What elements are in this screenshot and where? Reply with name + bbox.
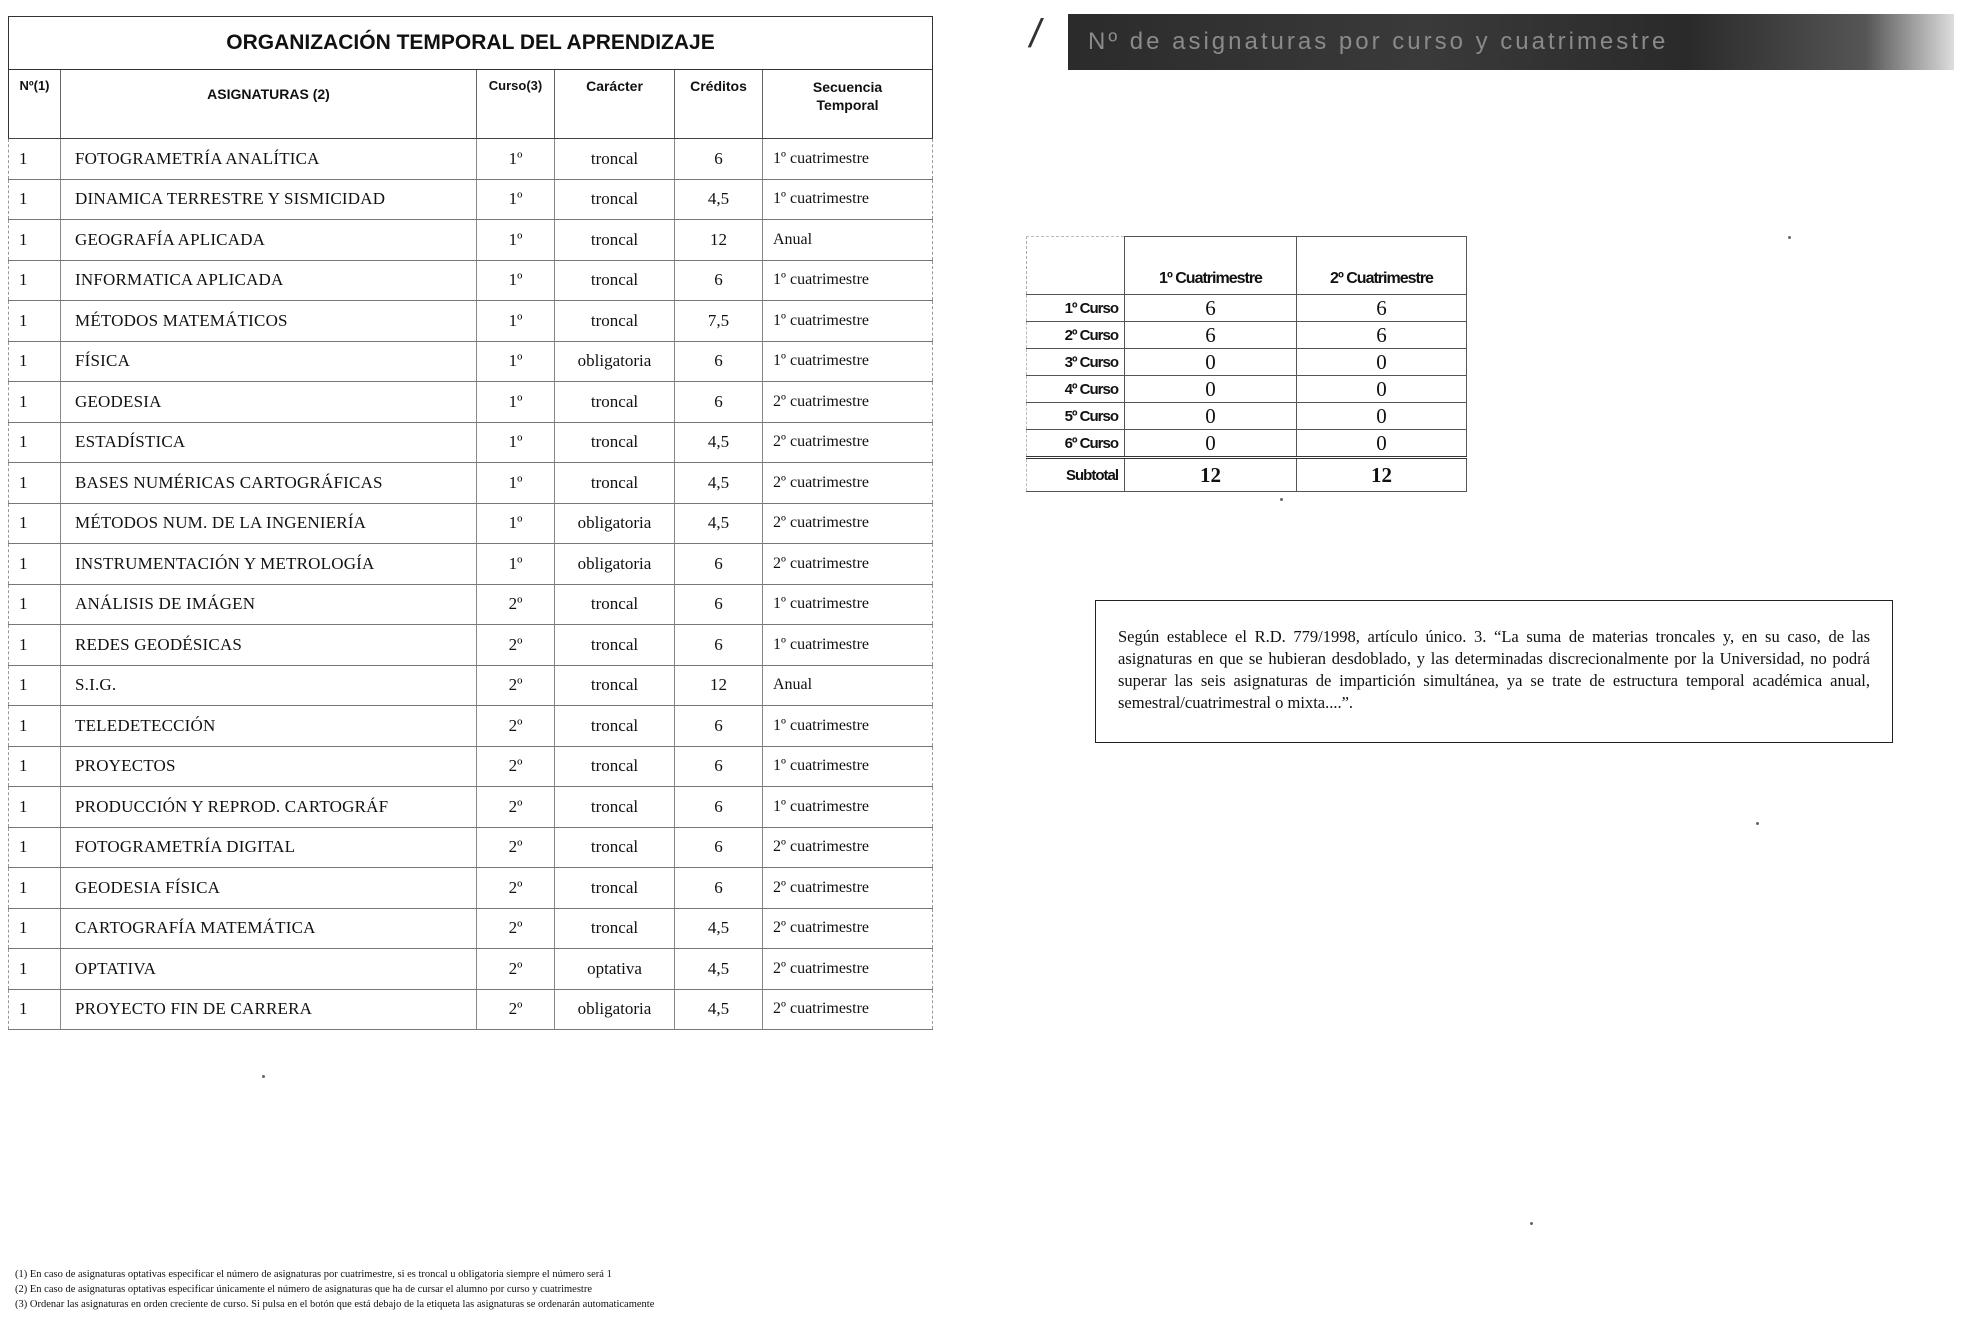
cell-caracter: obligatoria bbox=[555, 341, 675, 382]
cell-caracter: troncal bbox=[555, 301, 675, 342]
summary-cell-cuatri-1: 0 bbox=[1125, 403, 1297, 430]
cell-num: 1 bbox=[9, 179, 61, 220]
table-row bbox=[9, 220, 933, 261]
col-header-creditos: Créditos bbox=[675, 70, 763, 139]
cell-secuencia: 2º cuatrimestre bbox=[763, 989, 933, 1030]
section-header-text: Nº de asignaturas por curso y cuatrimestre bbox=[1088, 28, 1669, 55]
cell-curso: 1º bbox=[477, 422, 555, 463]
cell-caracter: troncal bbox=[555, 706, 675, 747]
table-row bbox=[9, 868, 933, 909]
summary-cell-cuatri-2: 0 bbox=[1297, 376, 1467, 403]
cell-secuencia: 1º cuatrimestre bbox=[763, 341, 933, 382]
cell-secuencia: 2º cuatrimestre bbox=[763, 503, 933, 544]
cell-subject-name: PROYECTO FIN DE CARRERA bbox=[61, 989, 477, 1030]
cell-curso: 2º bbox=[477, 787, 555, 828]
slash-mark: / bbox=[1026, 12, 1046, 56]
cell-num: 1 bbox=[9, 301, 61, 342]
cell-num: 1 bbox=[9, 665, 61, 706]
cell-subject-name: OPTATIVA bbox=[61, 949, 477, 990]
summary-col-header-1: 1º Cuatrimestre bbox=[1125, 237, 1297, 295]
cell-num: 1 bbox=[9, 503, 61, 544]
cell-caracter: troncal bbox=[555, 382, 675, 423]
footnote-1: (1) En caso de asignaturas optativas especificar el número de asignaturas por cuatrimestre, si es troncal u obligatoria siempre el número será 1 bbox=[15, 1269, 612, 1280]
cell-subject-name: ESTADÍSTICA bbox=[61, 422, 477, 463]
summary-cell-cuatri-1: 0 bbox=[1125, 376, 1297, 403]
cell-creditos: 4,5 bbox=[675, 422, 763, 463]
cell-curso: 2º bbox=[477, 665, 555, 706]
cell-num: 1 bbox=[9, 382, 61, 423]
cell-creditos: 4,5 bbox=[675, 989, 763, 1030]
table-header-row bbox=[9, 70, 933, 139]
cell-caracter: troncal bbox=[555, 422, 675, 463]
cell-secuencia: 1º cuatrimestre bbox=[763, 625, 933, 666]
cell-num: 1 bbox=[9, 341, 61, 382]
cell-num: 1 bbox=[9, 746, 61, 787]
cell-subject-name: GEODESIA bbox=[61, 382, 477, 423]
cell-creditos: 4,5 bbox=[675, 463, 763, 504]
cell-caracter: troncal bbox=[555, 827, 675, 868]
cell-secuencia: Anual bbox=[763, 665, 933, 706]
cell-num: 1 bbox=[9, 625, 61, 666]
summary-cell-cuatri-2: 6 bbox=[1297, 322, 1467, 349]
cell-num: 1 bbox=[9, 260, 61, 301]
table-row bbox=[9, 827, 933, 868]
cell-curso: 1º bbox=[477, 220, 555, 261]
summary-row bbox=[1027, 403, 1467, 430]
col-header-caracter: Carácter bbox=[555, 70, 675, 139]
cell-subject-name: CARTOGRAFÍA MATEMÁTICA bbox=[61, 908, 477, 949]
summary-cell-cuatri-2: 0 bbox=[1297, 403, 1467, 430]
cell-caracter: troncal bbox=[555, 220, 675, 261]
cell-secuencia: 2º cuatrimestre bbox=[763, 382, 933, 423]
summary-cell-cuatri-1: 0 bbox=[1125, 430, 1297, 458]
table-row bbox=[9, 665, 933, 706]
cell-secuencia: 2º cuatrimestre bbox=[763, 463, 933, 504]
col-header-num: Nº(1) bbox=[9, 70, 61, 139]
cell-secuencia: 1º cuatrimestre bbox=[763, 706, 933, 747]
cell-subject-name: MÉTODOS MATEMÁTICOS bbox=[61, 301, 477, 342]
cell-num: 1 bbox=[9, 949, 61, 990]
cell-creditos: 6 bbox=[675, 139, 763, 180]
cell-num: 1 bbox=[9, 220, 61, 261]
cell-subject-name: FOTOGRAMETRÍA DIGITAL bbox=[61, 827, 477, 868]
cell-creditos: 12 bbox=[675, 665, 763, 706]
cell-num: 1 bbox=[9, 787, 61, 828]
cell-secuencia: 1º cuatrimestre bbox=[763, 139, 933, 180]
cell-subject-name: GEOGRAFÍA APLICADA bbox=[61, 220, 477, 261]
cell-creditos: 4,5 bbox=[675, 503, 763, 544]
table-row bbox=[9, 706, 933, 747]
cell-num: 1 bbox=[9, 706, 61, 747]
cell-secuencia: 2º cuatrimestre bbox=[763, 544, 933, 585]
summary-subtotal-row bbox=[1027, 458, 1467, 492]
cell-creditos: 7,5 bbox=[675, 301, 763, 342]
table-row bbox=[9, 301, 933, 342]
cell-secuencia: 2º cuatrimestre bbox=[763, 827, 933, 868]
cell-curso: 1º bbox=[477, 179, 555, 220]
cell-num: 1 bbox=[9, 827, 61, 868]
table-row bbox=[9, 503, 933, 544]
table-row bbox=[9, 544, 933, 585]
regulation-note bbox=[1095, 600, 1893, 743]
table-row bbox=[9, 584, 933, 625]
cell-num: 1 bbox=[9, 584, 61, 625]
footnotes bbox=[15, 1267, 915, 1312]
cell-creditos: 6 bbox=[675, 584, 763, 625]
table-row bbox=[9, 908, 933, 949]
cell-subject-name: FOTOGRAMETRÍA ANALÍTICA bbox=[61, 139, 477, 180]
cell-creditos: 6 bbox=[675, 827, 763, 868]
cell-secuencia: 2º cuatrimestre bbox=[763, 868, 933, 909]
regulation-note-text: Según establece el R.D. 779/1998, artículo único. 3. “La suma de materias troncales y, en su caso, de las asignaturas en que se hubieran desdoblado, y las determinadas discrecionalmente por la Universidad, no podrá superar las seis asignaturas de impartición simultánea, ya se trate de estructura temporal académica anual, semestral/cuatrimestral o mixta....”. bbox=[1118, 627, 1870, 712]
scan-speck bbox=[1530, 1222, 1533, 1225]
cell-secuencia: 2º cuatrimestre bbox=[763, 422, 933, 463]
cell-num: 1 bbox=[9, 989, 61, 1030]
summary-row bbox=[1027, 295, 1467, 322]
cell-caracter: obligatoria bbox=[555, 544, 675, 585]
learning-organization-table bbox=[8, 16, 933, 1030]
table-row bbox=[9, 341, 933, 382]
summary-row bbox=[1027, 322, 1467, 349]
table-row bbox=[9, 787, 933, 828]
table-row bbox=[9, 625, 933, 666]
summary-cell-cuatri-2: 0 bbox=[1297, 349, 1467, 376]
cell-curso: 2º bbox=[477, 949, 555, 990]
cell-subject-name: ANÁLISIS DE IMÁGEN bbox=[61, 584, 477, 625]
cell-caracter: troncal bbox=[555, 584, 675, 625]
cell-curso: 1º bbox=[477, 463, 555, 504]
summary-cell-cuatri-1: 0 bbox=[1125, 349, 1297, 376]
table-title: ORGANIZACIÓN TEMPORAL DEL APRENDIZAJE bbox=[9, 17, 933, 70]
footnote-3: (3) Ordenar las asignaturas en orden creciente de curso. Si pulsa en el botón que está debajo de la etiqueta las asignaturas se ordenarán automaticamente bbox=[15, 1299, 655, 1310]
cell-curso: 2º bbox=[477, 827, 555, 868]
summary-row-label: 4º Curso bbox=[1027, 376, 1125, 403]
cell-secuencia: 1º cuatrimestre bbox=[763, 584, 933, 625]
footnote-2: (2) En caso de asignaturas optativas especificar únicamente el número de asignaturas que ha de cursar el alumno por curso y cuatrimestre bbox=[15, 1284, 592, 1295]
cell-curso: 1º bbox=[477, 503, 555, 544]
cell-curso: 1º bbox=[477, 139, 555, 180]
cell-curso: 2º bbox=[477, 706, 555, 747]
summary-row-label: 1º Curso bbox=[1027, 295, 1125, 322]
cell-curso: 1º bbox=[477, 341, 555, 382]
cell-subject-name: TELEDETECCIÓN bbox=[61, 706, 477, 747]
cell-caracter: troncal bbox=[555, 139, 675, 180]
col-header-asignaturas: ASIGNATURAS (2) bbox=[61, 70, 477, 139]
cell-caracter: troncal bbox=[555, 260, 675, 301]
scan-speck bbox=[1756, 822, 1759, 825]
cell-creditos: 6 bbox=[675, 746, 763, 787]
cell-creditos: 12 bbox=[675, 220, 763, 261]
cell-curso: 2º bbox=[477, 868, 555, 909]
cell-subject-name: DINAMICA TERRESTRE Y SISMICIDAD bbox=[61, 179, 477, 220]
cell-caracter: troncal bbox=[555, 665, 675, 706]
cell-secuencia: Anual bbox=[763, 220, 933, 261]
summary-subtotal-label: Subtotal bbox=[1027, 458, 1125, 492]
scan-speck bbox=[262, 1075, 265, 1078]
scan-speck bbox=[1788, 236, 1791, 239]
cell-caracter: troncal bbox=[555, 746, 675, 787]
cell-num: 1 bbox=[9, 908, 61, 949]
cell-caracter: obligatoria bbox=[555, 503, 675, 544]
table-row bbox=[9, 463, 933, 504]
cell-subject-name: REDES GEODÉSICAS bbox=[61, 625, 477, 666]
table-row bbox=[9, 382, 933, 423]
summary-row-label: 3º Curso bbox=[1027, 349, 1125, 376]
cell-creditos: 6 bbox=[675, 625, 763, 666]
table-row bbox=[9, 422, 933, 463]
col-header-secuencia: Secuencia Temporal bbox=[763, 70, 933, 139]
summary-corner-cell bbox=[1027, 237, 1125, 295]
summary-cell-cuatri-1: 6 bbox=[1125, 295, 1297, 322]
cell-creditos: 4,5 bbox=[675, 949, 763, 990]
summary-row-label: 6º Curso bbox=[1027, 430, 1125, 458]
cell-curso: 2º bbox=[477, 989, 555, 1030]
cell-num: 1 bbox=[9, 422, 61, 463]
cell-curso: 1º bbox=[477, 260, 555, 301]
cell-curso: 1º bbox=[477, 382, 555, 423]
cell-subject-name: GEODESIA FÍSICA bbox=[61, 868, 477, 909]
cell-num: 1 bbox=[9, 463, 61, 504]
cell-secuencia: 2º cuatrimestre bbox=[763, 949, 933, 990]
table-row bbox=[9, 260, 933, 301]
cell-curso: 1º bbox=[477, 301, 555, 342]
cell-creditos: 4,5 bbox=[675, 908, 763, 949]
table-row bbox=[9, 989, 933, 1030]
cell-subject-name: PROYECTOS bbox=[61, 746, 477, 787]
summary-row-label: 2º Curso bbox=[1027, 322, 1125, 349]
cell-secuencia: 1º cuatrimestre bbox=[763, 260, 933, 301]
table-row bbox=[9, 139, 933, 180]
summary-row bbox=[1027, 349, 1467, 376]
cell-subject-name: BASES NUMÉRICAS CARTOGRÁFICAS bbox=[61, 463, 477, 504]
cell-subject-name: PRODUCCIÓN Y REPROD. CARTOGRÁF bbox=[61, 787, 477, 828]
cell-curso: 2º bbox=[477, 746, 555, 787]
cell-curso: 2º bbox=[477, 584, 555, 625]
cell-caracter: troncal bbox=[555, 179, 675, 220]
cell-creditos: 6 bbox=[675, 544, 763, 585]
summary-subtotal-1: 12 bbox=[1125, 458, 1297, 492]
summary-row bbox=[1027, 430, 1467, 458]
cell-secuencia: 2º cuatrimestre bbox=[763, 908, 933, 949]
cell-creditos: 4,5 bbox=[675, 179, 763, 220]
table-row bbox=[9, 179, 933, 220]
cell-secuencia: 1º cuatrimestre bbox=[763, 787, 933, 828]
cell-creditos: 6 bbox=[675, 787, 763, 828]
table-row bbox=[9, 746, 933, 787]
summary-cell-cuatri-1: 6 bbox=[1125, 322, 1297, 349]
table-body bbox=[9, 139, 933, 1030]
summary-col-header-2: 2º Cuatrimestre bbox=[1297, 237, 1467, 295]
cell-curso: 2º bbox=[477, 625, 555, 666]
cell-creditos: 6 bbox=[675, 341, 763, 382]
cell-caracter: troncal bbox=[555, 787, 675, 828]
cell-curso: 2º bbox=[477, 908, 555, 949]
table-row bbox=[9, 949, 933, 990]
cell-secuencia: 1º cuatrimestre bbox=[763, 179, 933, 220]
cell-subject-name: S.I.G. bbox=[61, 665, 477, 706]
col-header-curso: Curso(3) bbox=[477, 70, 555, 139]
summary-table bbox=[1026, 236, 1467, 492]
scan-speck bbox=[1280, 498, 1283, 501]
cell-subject-name: INFORMATICA APLICADA bbox=[61, 260, 477, 301]
cell-creditos: 6 bbox=[675, 382, 763, 423]
summary-subtotal-2: 12 bbox=[1297, 458, 1467, 492]
section-header-bar bbox=[1068, 14, 1954, 70]
cell-caracter: obligatoria bbox=[555, 989, 675, 1030]
summary-cell-cuatri-2: 0 bbox=[1297, 430, 1467, 458]
summary-body bbox=[1027, 295, 1467, 492]
cell-creditos: 6 bbox=[675, 868, 763, 909]
cell-caracter: troncal bbox=[555, 625, 675, 666]
summary-cell-cuatri-2: 6 bbox=[1297, 295, 1467, 322]
cell-num: 1 bbox=[9, 139, 61, 180]
cell-curso: 1º bbox=[477, 544, 555, 585]
cell-subject-name: INSTRUMENTACIÓN Y METROLOGÍA bbox=[61, 544, 477, 585]
cell-secuencia: 1º cuatrimestre bbox=[763, 746, 933, 787]
summary-row-label: 5º Curso bbox=[1027, 403, 1125, 430]
cell-caracter: troncal bbox=[555, 908, 675, 949]
cell-caracter: troncal bbox=[555, 868, 675, 909]
cell-num: 1 bbox=[9, 868, 61, 909]
cell-subject-name: FÍSICA bbox=[61, 341, 477, 382]
cell-caracter: optativa bbox=[555, 949, 675, 990]
cell-secuencia: 1º cuatrimestre bbox=[763, 301, 933, 342]
cell-creditos: 6 bbox=[675, 260, 763, 301]
cell-creditos: 6 bbox=[675, 706, 763, 747]
cell-subject-name: MÉTODOS NUM. DE LA INGENIERÍA bbox=[61, 503, 477, 544]
cell-num: 1 bbox=[9, 544, 61, 585]
cell-caracter: troncal bbox=[555, 463, 675, 504]
summary-row bbox=[1027, 376, 1467, 403]
